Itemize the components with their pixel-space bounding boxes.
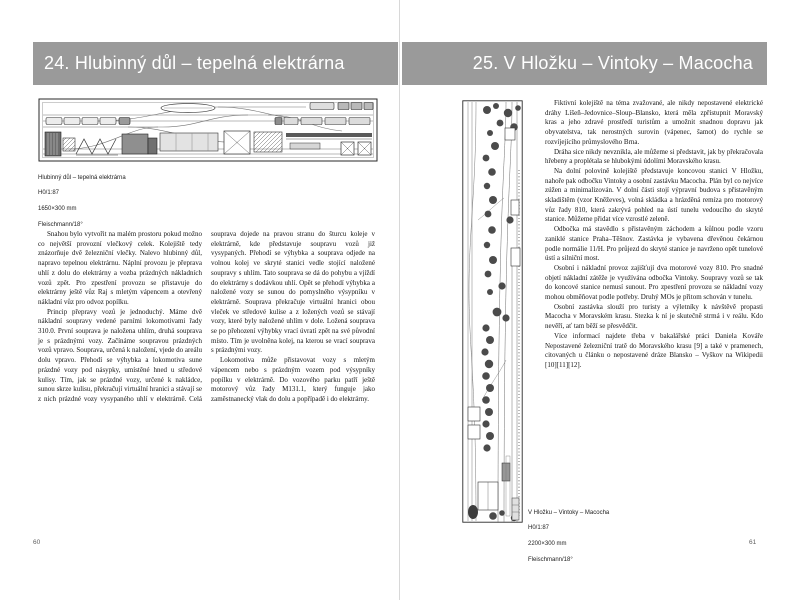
caption-title: V Hložku – Vintoky – Macocha	[528, 509, 610, 516]
paragraph: Více informací najdete třeba v bakalářské práci Daniela Kováře Nepostavené železniční tratě do Moravského krasu [9] a také v pramenech, citovaných u článku o nepostavené dráze Blansko – Vyškov na Wikipedii [10][11][12].	[545, 331, 763, 369]
paragraph: souprava dojede na pravou stranu do šturcu koleje v elektrárně, kde představuje soupravu vozů již vysypaných. Přehodí se výhybka a souprava odjede na volnou kolej ve skryté stanici vedle stojící naložené soupravy s uhlím. Tato souprava se dá do pohybu a vjíždí do elektrárny s dodávkou uhlí. Opět se přehodí výhybka a naložené vozy se sunou do pomyslného výsypníku v elektrárně. Souprava překračuje virtuální hranici obou vleček ve středové kulise a z ložených vozů se stávají vozy, které byly naložené uhlím v dole. Ložená souprava se po přehození výhybky vrací úvratí zpět na své původní místo. Tím je uvolněna kolej, na kterou se vrací souprava s prázdnými vozy.	[211, 230, 375, 355]
caption-size: 2200×300 mm	[528, 540, 567, 547]
page-gutter-divider	[399, 0, 400, 600]
caption-system: Fleischmann/18°	[38, 221, 83, 228]
page-number-right: 61	[749, 539, 757, 546]
paragraph: Dráha sice nikdy nevznikla, ale můžeme si představit, jak by překračovala hřebeny a proplétala se hlubokými údolími Moravského krasu.	[545, 147, 763, 166]
body-column-right	[545, 99, 763, 371]
chapter-header-right: 25. V Hložku – Vintoky – Macocha	[402, 42, 767, 85]
caption-title: Hlubinný důl – tepelná elektrárna	[38, 174, 126, 181]
track-plan-diagram-vhlozku	[462, 100, 523, 523]
body-column-1	[38, 230, 202, 405]
paragraph: Fiktivní kolejiště na téma zvažované, ale nikdy nepostavené elektrické dráhy Líšeň–Jedovnice–Sloup–Blansko, která měla zpřístupnit Moravský kras a jeho zdravé prostředí turistům a umožnit snadnou dopravu jak obyvatelstva, tak nerostných surovin (vápenec, šamot) do rychle se rozvíjejícího průmyslového Brna.	[545, 99, 763, 146]
caption-system: Fleischmann/18°	[528, 556, 573, 563]
diagram-caption-right	[528, 502, 609, 572]
paragraph: Lokomotiva může přistavovat vozy s mletým vápencem nebo s prázdným vozem pod výsypníky popílku v elektrárně. Do vozového parku patří ještě motorový vůz řady M131.1, který funguje jako zaměstnanecký vlak do dolu a popřípadě i do elektrárny.	[211, 356, 375, 403]
caption-scale: H0/1:87	[528, 525, 550, 532]
caption-scale: H0/1:87	[38, 190, 60, 197]
paragraph: Princip přepravy vozů je jednoduchý. Máme dvě nákladní soupravy vedené parními lokomotivami řady 310.0. První souprava je naložena uhlím, druhá souprava je s prázdnými vozy. Začínáme soupravou prázdných vozů vpravo. Souprava, určená k naložení, vjede do areálu dolu vpravo. Přehodí se výhybka a lokomotiva sune prázdné vozy pod násypky, umístěné hned u středové kulisy. Tím, jak se prázdné vozy, určené k nakládce, sunou skrze kulisu, překračují virtuální hranici a stávají se z nich prázdné vozy vysypaného uhlí v elektrárně. Celá	[38, 307, 202, 403]
paragraph: Osobní i nákladní provoz zajišťují dva motorové vozy 810. Pro snadné objetí nákladní zátěže je využívána odbočka Vintoky. Soupravy vozů se tak do koncové stanice nemusí sunout. Pro zpestření provozu se nákladní vozy mohou obměňovat podle potřeby. Druhý MOs je přitom schován v tunelu.	[545, 263, 763, 302]
paragraph: Odbočka má stavědlo s přistavěným záchodem a kůlnou podle vzoru zaniklé stanice Praha–Těšnov. Zastávka je vybavena dřevěnou čekárnou podle normálie 11/H. Pro průjezd do skryté stanice je navrženo opět tunelové ústí a silniční most.	[545, 225, 763, 263]
body-column-2	[211, 230, 375, 405]
page-number-left: 60	[33, 539, 41, 546]
diagram-caption-left	[38, 167, 126, 237]
paragraph: Snahou bylo vytvořit na malém prostoru pokud možno co největší provozní vlečkový celek. Kolejiště tedy znázorňuje dvě železniční vlečky. Nalevo hlubinný důl, napravo tepelnou elektrárnu. Náplní provozu je přeprava uhlí z dolu do elektrárny a vozba prázdných nákladních vozů zpět. Pro zpestření provozu se přistavuje do elektrárny ještě vůz Raj s mletým vápencem a otevřený nákladní vůz pro odvoz popílku.	[38, 230, 202, 306]
paragraph: Osobní zastávka slouží pro turisty a výletníky k návštěvě propasti Macocha v Moravském krasu. Stezka k ní je skutečně strmá i v reálu. Kdo nevěří, ať tam běží se přesvědčit.	[545, 302, 763, 331]
track-plan-diagram-mine-powerplant	[38, 98, 378, 162]
caption-size: 1650×300 mm	[38, 205, 77, 212]
paragraph: Na dolní polovině kolejiště představuje koncovou stanici V Hložku, nahoře pak odbočku Vintoky a osobní zastávku Macocha. Plán byl co nejvíce zúžen a minimalizován. V dolní části stojí výpravní budova s přistavěným skladištěm (vzor Kněževes), volná skládka a hrázděná remíza pro motorový vůz řady 810, která zakrývá pohled na ústí tunelu vedoucího do skryté stanice. Můžeme přidat více vzrostlé zeleně.	[545, 166, 763, 224]
chapter-header-left: 24. Hlubinný důl – tepelná elektrárna	[33, 42, 398, 85]
